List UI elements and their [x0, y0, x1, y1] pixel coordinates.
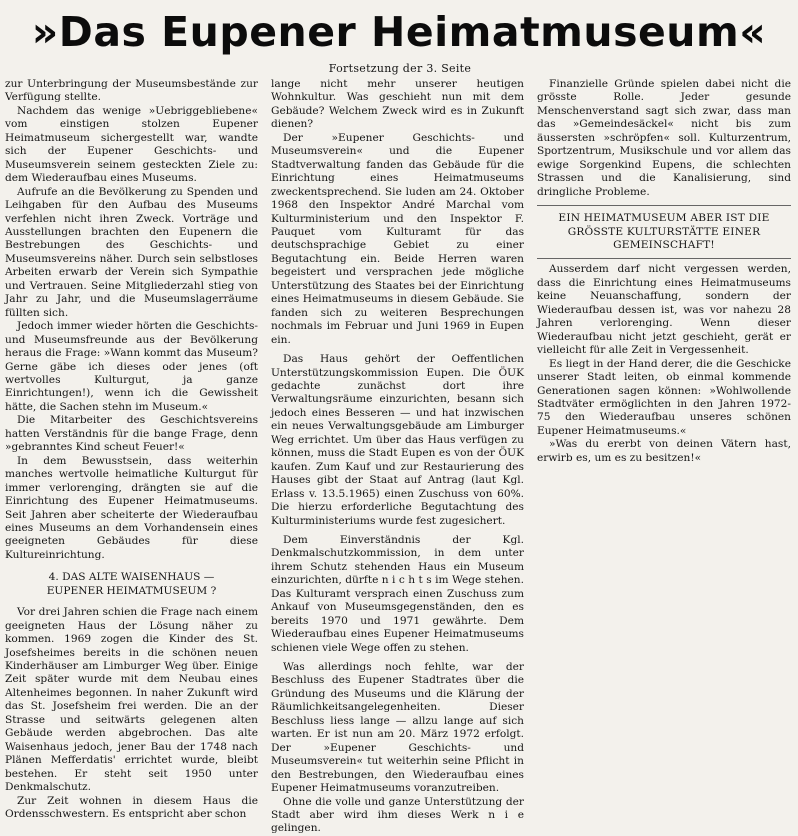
box-heading: EIN HEIMATMUSEUM ABER IST DIE GRÖSSTE KULTURSTÄTTE EINER GEMEINSCHAFT! [558, 212, 770, 251]
paragraph: Die Mitarbeiter des Geschichtsvereins hatten Verständnis für die bange Frage, denn »gebranntes Kind scheut Feuer!« [5, 414, 258, 454]
divider [537, 205, 791, 206]
column-3 [537, 78, 791, 465]
paragraph: Dem Einverständnis der Kgl. Denkmalschutzkommission, in dem unter ihrem Schutz stehenden Haus ein Museum einzurichten, dürfte n i c h t s im Wege stehen. Das Kulturamt versprach einen Zuschuss zum Ankauf von Museumsgegenständen, den es bereits 1970 und 1971 gewährte. Dem Wiederaufbau eines Eupener Heimatmuseums schienen viele Wege offen zu stehen. [271, 533, 524, 654]
paragraph: In dem Bewusstsein, dass weiterhin manches wertvolle heimatliche Kulturgut für immer verlorenging, drängten sie auf die Einrichtung des Eupener Heimatmuseums. Seit Jahren aber scheiterte der Wiederaufbau eines Museums an dem Vorhandensein eines geeigneten Gebäudes für diese Kultureinrichtung. [5, 454, 258, 561]
divider [537, 258, 791, 259]
paragraph: Ausserdem darf nicht vergessen werden, dass die Einrichtung eines Heimatmuseums keine Neuanschaffung, sondern der Wiederaufbau dessen ist, was vor nahezu 28 Jahren verlorenging. Wenn dieser Wiederaufbau nicht jetzt geschieht, gerät er vielleicht für alle Zeit in Vergessenheit. [537, 263, 791, 357]
paragraph: Das Haus gehört der Oeffentlichen Unterstützungskommission Eupen. Die ÖUK gedachte zunächst dort ihre Verwaltungsräume einzurichten, besann sich jedoch eines Besseren — und hat inzwischen ein neues Verwaltungsgebäude am Limburger Weg errichtet. Um über das Haus verfügen zu können, muss die Stadt Eupen es von der ÖUK kaufen. Zum Kauf und zur Restaurierung des Hauses gibt der Staat auf Antrag (laut Kgl. Erlass v. 13.5.1965) einen Zuschuss von 60%. Die hierzu erforderliche Begutachtung des Kulturministeriums wurde fest zugesichert. [271, 353, 524, 527]
paragraph: Finanzielle Gründe spielen dabei nicht die grösste Rolle. Jeder gesunde Menschenverstand sagt sich zwar, dass man das »Gemeindesäckel« nicht bis zum äussersten »schröpfen« soll. Kulturzentrum, Sportzentrum, Musikschule und vor allem das ewige Sorgenkind Eupens, die schlechten Strassen und die Kanalisierung, sind dringliche Probleme. [537, 78, 791, 198]
paragraph: Nachdem das wenige »Uebriggebliebene« vom einstigen stolzen Eupener Heimatmuseum sichergestellt war, wandte sich der Eupener Geschichts- und Museumsverein seinem gesteckten Ziele zu: dem Wiederaufbau eines Museums. [5, 104, 258, 185]
section-heading-line-2: EUPENER HEIMATMUSEUM ? [46, 584, 217, 597]
section-heading-line-1: 4. DAS ALTE WAISENHAUS — [48, 571, 215, 584]
paragraph: lange nicht mehr unserer heutigen Wohnkultur. Was geschieht nun mit dem Gebäude? Welchem Zweck wird es in Zukunft dienen? [271, 78, 524, 131]
paragraph: Ohne die volle und ganze Unterstützung der Stadt aber wird ihm dieses Werk n i e gelingen. [271, 795, 524, 835]
paragraph: Zur Zeit wohnen in diesem Haus die Ordensschwestern. Es entspricht aber schon [5, 794, 258, 821]
headline: »Das Eupener Heimatmuseum« [31, 8, 767, 56]
paragraph: Es liegt in der Hand derer, die die Geschicke unserer Stadt leiten, ob einmal kommende Generationen sagen können: »Wohlwollende Stadtväter ermöglichten in den Jahren 1972-75 den Wiederaufbau unseres schönen Eupener Heimatmuseums.« [537, 357, 791, 437]
section-heading [5, 571, 258, 598]
paragraph: Jedoch immer wieder hörten die Geschichts- und Museumsfreunde aus der Bevölkerung heraus die Frage: »Wann kommt das Museum? Gerne gäbe ich dieses oder jenes (oft wertvolles Kulturgut, ja ganze Einrichtungen!), wenn ich die Gewissheit hätte, die Sachen stehn im Museum.« [5, 320, 258, 413]
paragraph: zur Unterbringung der Museumsbestände zur Verfügung stellte. [5, 78, 258, 104]
continuation-note: Fortsetzung der 3. Seite [328, 62, 472, 75]
paragraph: Was allerdings noch fehlte, war der Beschluss des Eupener Stadtrates über die Gründung des Museums und die Klärung der Räumlichkeitsangelegenheiten. Dieser Beschluss liess lange — allzu lange auf sich warten. Er ist nun am 20. März 1972 erfolgt. Der »Eupener Geschichts- und Museumsverein« tut weiterhin seine Pflicht in den Bestrebungen, den Wiederaufbau eines Eupener Heimatmuseums voranzutreiben. [271, 661, 524, 795]
paragraph: Vor drei Jahren schien die Frage nach einem geeigneten Haus der Lösung näher zu kommen. 1969 zogen die Kinder des St. Josefsheimes bereits in die schönen neuen Kinderhäuser am Limburger Weg über. Einige Zeit später wurde mit dem Neubau eines Altenheimes begonnen. In naher Zukunft wird das St. Josefsheim frei werden. Die an der Strasse und seitwärts gelegenen alten Gebäude werden abgebrochen. Das alte Waisenhaus jedoch, jener Bau der 1748 nach Plänen Mefferdatis' errichtet wurde, bleibt bestehen. Er steht seit 1950 unter Denkmalschutz. [5, 606, 258, 794]
column-1 [5, 78, 258, 821]
paragraph: Aufrufe an die Bevölkerung zu Spenden und Leihgaben für den Aufbau des Museums verfehlen nicht ihren Zweck. Vorträge und Ausstellungen brachten den Eupenern die Bestrebungen des Geschichts- und Museumsvereins näher. Durch sein selbstloses Arbeiten erwarb der Verein sich Sympathie und Vertrauen. Seine Mitgliederzahl stieg von Jahr zu Jahr, und die Museumslagerräume füllten sich. [5, 185, 258, 319]
paragraph: »Was du ererbt von deinen Vätern hast, erwirb es, um es zu besitzen!« [537, 438, 791, 464]
paragraph: Der »Eupener Geschichts- und Museumsverein« und die Eupener Stadtverwaltung fanden das Gebäude für die Einrichtung eines Heimatmuseums zweckentsprechend. Sie luden am 24. Oktober 1968 den Inspektor André Marchal vom Kulturministerium und den Inspektor F. Pauquet vom Kulturamt für das deutschsprachige Gebiet zu einer Begutachtung ein. Beide Herren waren begeistert und versprachen jede mögliche Unterstützung des Staates bei der Einrichtung eines Heimatmuseums in diesem Gebäude. Sie fanden sich zu weiteren Besprechungen nochmals im Februar und Juni 1969 in Eupen ein. [271, 131, 524, 346]
column-2 [271, 78, 524, 836]
